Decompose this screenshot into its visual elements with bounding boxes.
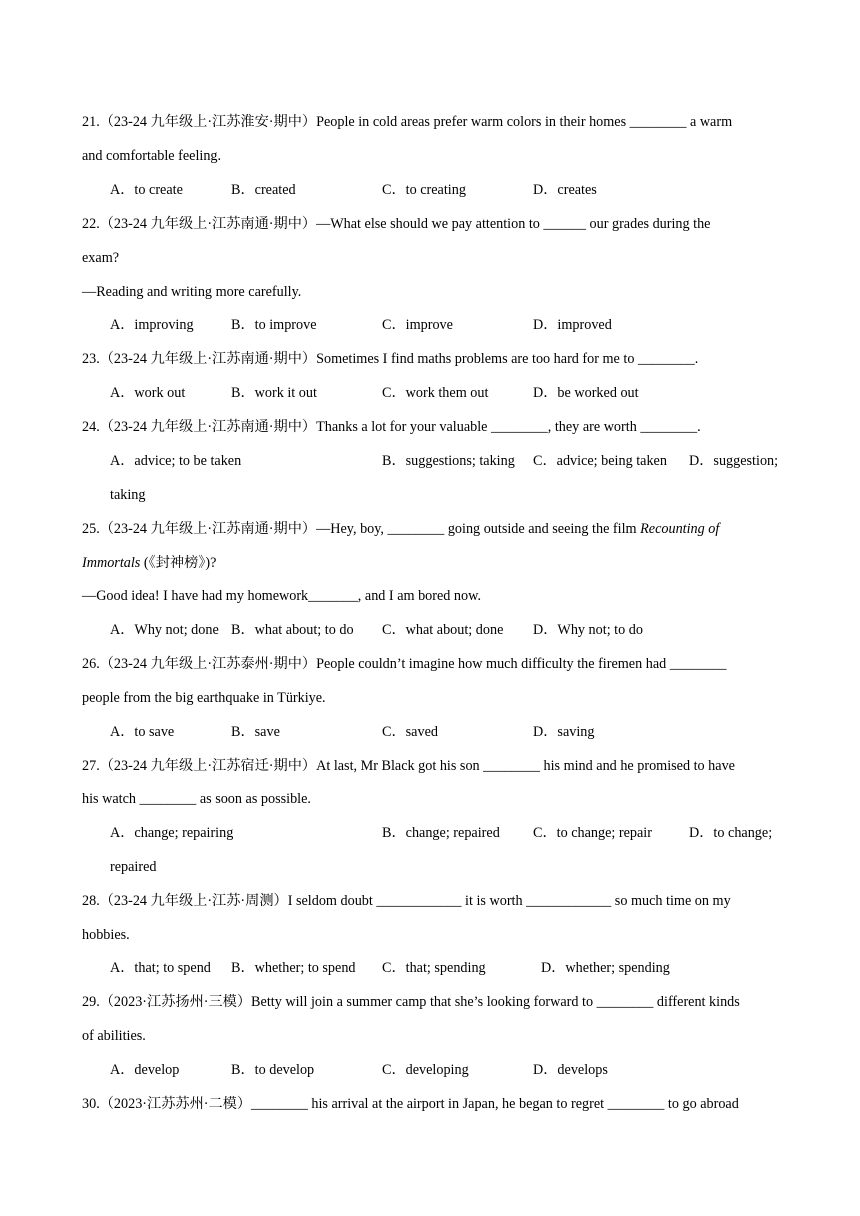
question-29-options	[0, 1060, 860, 1080]
question-24-stem: 24.（23-24 九年级上·江苏南通·期中）Thanks a lot for your valuable ________, they are worth ________.	[82, 419, 701, 435]
option-a: A．work out	[110, 385, 186, 401]
option-d: D．improved	[533, 317, 612, 333]
question-25-stem-cont	[82, 553, 216, 573]
question-25-stem	[82, 519, 719, 539]
option-d: D．be worked out	[533, 385, 639, 401]
option-c: C．improve	[382, 317, 453, 333]
option-a: A．improving	[110, 317, 194, 333]
question-22-stem: 22.（23-24 九年级上·江苏南通·期中）—What else should we pay attention to ______ our grades during the	[82, 216, 711, 232]
option-c: C．to change; repair	[533, 825, 652, 841]
option-b: B．to develop	[231, 1062, 315, 1078]
option-b: B．created	[231, 182, 296, 198]
option-c: C．work them out	[382, 385, 489, 401]
option-c: C．developing	[382, 1062, 469, 1078]
option-a: A．advice; to be taken	[110, 453, 242, 469]
option-c: C．what about; done	[382, 622, 504, 638]
option-c: C．advice; being taken	[533, 453, 667, 469]
film-title-cont: Immortals	[82, 555, 141, 571]
option-b: B．whether; to spend	[231, 960, 356, 976]
question-29-stem-cont: of abilities.	[82, 1028, 146, 1044]
option-b: B．suggestions; taking	[382, 453, 515, 469]
option-b: B．work it out	[231, 385, 317, 401]
option-d: D．whether; spending	[541, 960, 670, 976]
option-d: D．suggestion;	[689, 453, 779, 469]
question-25-stem-tail: (《封神榜》)?	[140, 555, 217, 571]
option-a: A．to save	[110, 724, 175, 740]
question-28-stem-cont: hobbies.	[82, 927, 130, 943]
option-d: D．to change;	[689, 825, 773, 841]
option-d: D．creates	[533, 182, 597, 198]
question-27-stem-cont: his watch ________ as soon as possible.	[82, 791, 311, 807]
question-25-answer-line: —Good idea! I have had my homework_______, and I am bored now.	[82, 588, 481, 604]
option-b: B．change; repaired	[382, 825, 500, 841]
question-21-stem: 21.（23-24 九年级上·江苏淮安·期中）People in cold areas prefer warm colors in their homes ________ a warm	[82, 114, 733, 130]
question-25-options	[0, 620, 860, 640]
option-d: D．saving	[533, 724, 595, 740]
question-26-options	[0, 722, 860, 742]
option-d: D．Why not; to do	[533, 622, 643, 638]
option-a: A．Why not; done	[110, 622, 219, 638]
option-d: D．develops	[533, 1062, 608, 1078]
question-22-options	[0, 315, 860, 335]
question-26-stem-cont: people from the big earthquake in Türkiye.	[82, 690, 326, 706]
question-23-stem: 23.（23-24 九年级上·江苏南通·期中）Sometimes I find maths problems are too hard for me to ________.	[82, 351, 699, 367]
option-c: C．saved	[382, 724, 438, 740]
option-b: B．what about; to do	[231, 622, 354, 638]
question-27-options	[0, 823, 860, 843]
option-a: A．change; repairing	[110, 825, 234, 841]
question-29-stem: 29.（2023·江苏扬州·三模）Betty will join a summer camp that she’s looking forward to ________ different kinds	[82, 994, 740, 1010]
question-21-stem-cont: and comfortable feeling.	[82, 148, 222, 164]
question-24-options	[0, 451, 860, 471]
option-a: A．to create	[110, 182, 183, 198]
question-21-options	[0, 180, 860, 200]
option-c: C．to creating	[382, 182, 466, 198]
question-28-options	[0, 958, 860, 978]
option-a: A．that; to spend	[110, 960, 211, 976]
option-b: B．save	[231, 724, 280, 740]
option-a: A．develop	[110, 1062, 180, 1078]
option-d-cont: repaired	[110, 859, 157, 875]
question-25-stem-text: 25.（23-24 九年级上·江苏南通·期中）—Hey, boy, ________ going outside and seeing the film	[82, 521, 641, 537]
question-22-stem-cont: exam?	[82, 250, 120, 266]
question-30-stem: 30.（2023·江苏苏州·二模）________ his arrival at the airport in Japan, he began to regret ________ to go abroad	[82, 1096, 739, 1112]
question-27-stem: 27.（23-24 九年级上·江苏宿迁·期中）At last, Mr Black got his son ________ his mind and he promised to have	[82, 758, 735, 774]
question-28-stem: 28.（23-24 九年级上·江苏·周测）I seldom doubt ____________ it is worth ____________ so much time on my	[82, 893, 731, 909]
question-22-answer-line: —Reading and writing more carefully.	[82, 284, 302, 300]
option-c: C．that; spending	[382, 960, 486, 976]
question-26-stem: 26.（23-24 九年级上·江苏泰州·期中）People couldn’t imagine how much difficulty the firemen had ________	[82, 656, 727, 672]
question-23-options	[0, 383, 860, 403]
option-d-cont: taking	[110, 487, 146, 503]
film-title: Recounting of	[640, 521, 720, 537]
option-b: B．to improve	[231, 317, 317, 333]
